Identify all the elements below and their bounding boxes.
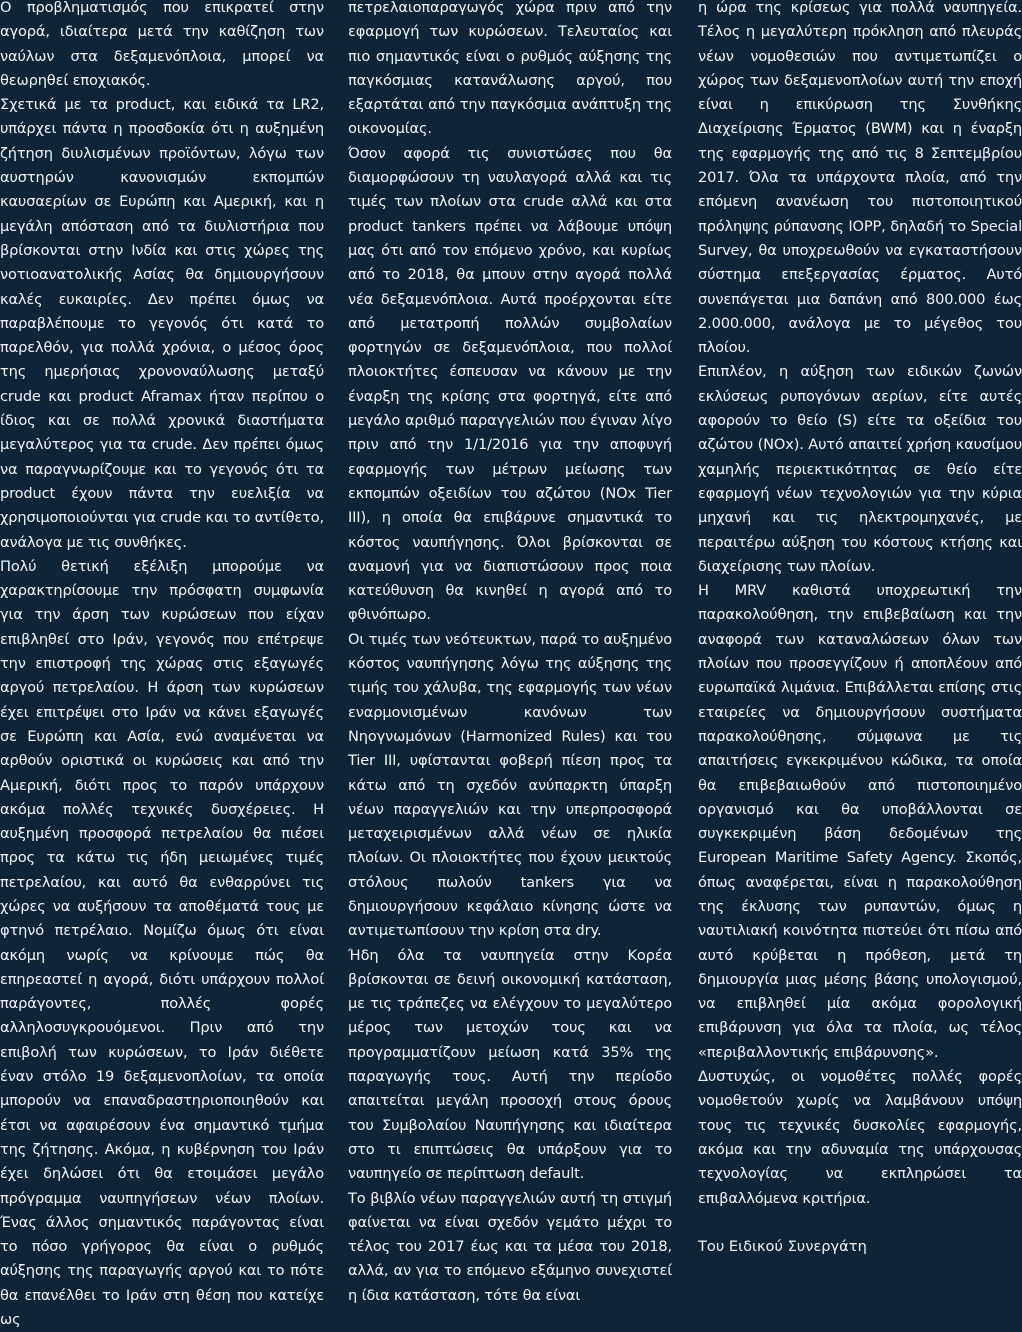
text-column-3 xyxy=(698,0,1022,1291)
paragraph: η ώρα της κρίσεως για πολλά ναυπηγεία. Τέλος η μεγαλύτερη πρόκληση από πλευράς νέων νομοθεσιών που αντιμετωπίζει ο χώρος των δεξαμενοπλοίων αυτή την εποχή είναι η επικύρωση της Συνθήκης Διαχείρισης Έρματος (BWM) και η έναρξη της εφαρμογής της από τις 8 Σεπτεμβρίου 2017. Όλα τα υπάρχοντα πλοία, από την επόμενη ανανέωση του πιστοποιητικού πρόληψης ρύπανσης IOPP, δηλαδή το Special Survey, θα υποχρεωθούν να εγκαταστήσουν σύστημα επεξεργασίας έρματος. Αυτό συνεπάγεται μια δαπάνη από 800.000 έως 2.000.000, ανάλογα με το μέγεθος του πλοίου. xyxy=(698,0,1022,357)
paragraph: Οι τιμές των νεότευκτων, παρά το αυξημένο κόστος ναυπήγησης λόγω της αύξησης της τιμής του χάλυβα, της εφαρμογής των νέων εναρμονισμένων κανόνων των Νηογνωμόνων (Harmonized Rules) και του Tier III, υφίστανται φοβερή πίεση προς τα κάτω από τη σχεδόν ανύπαρκτη ύπαρξη νέων παραγγελιών και την υπερπροσφορά μεταχειρισμένων αλλά νέων σε ηλικία πλοίων. Οι πλοιοκτήτες που έχουν μεικτούς στόλους πωλούν tankers για να δημιουργήσουν κεφάλαιο κίνησης ώστε να αντιμετωπίσουν την κρίση στα dry. xyxy=(348,630,672,940)
paragraph: Σχετικά με τα product, και ειδικά τα LR2, υπάρχει πάντα η προσδοκία ότι η αυξημένη ζήτηση διυλισμένων προϊόντων, λόγω των αυστηρών κανονισμών εκπομπών καυσαερίων σε Ευρώπη και Αμερική, και η μεγάλη απόσταση από τα διυλιστήρια που βρίσκονται στην Ινδία και στις χώρες της νοτιοανατολικής Ασίας θα δημιουργήσουν καλές ευκαιρίες. Δεν πρέπει όμως να παραβλέπουμε το γεγονός ότι κατά το παρελθόν, για πολλά χρόνια, ο μέσος όρος της ημερήσιας χρονοναύλωσης μεταξύ crude και product Aframax ήταν περίπου ο ίδιος και σε πολλά χρονικά διαστήματα μεγαλύτερος για τα crude. Δεν πρέπει όμως να παραγνωρίζουμε και το γεγονός ότι τα product έχουν πάντα την ευελιξία να χρησιμοποιούνται για crude και το αντίθετο, ανάλογα με τις συνθήκες. xyxy=(0,96,324,551)
paragraph: Η MRV καθιστά υποχρεωτική την παρακολούθηση, την επιβεβαίωση και την αναφορά των καταναλώσεων όλων των πλοίων που προσεγγίζουν ή αποπλέουν από ευρωπαϊκά λιμάνια. Επιβάλλεται επίσης στις εταιρείες να δημιουργήσουν συστήματα παρακολούθησης, σύμφωνα με τις απαιτήσεις εγκεκριμένου κώδικα, τα οποία θα επιβεβαιωθούν από πιστοποιημένο οργανισμό και θα υποβάλλονται σε συγκεκριμένη βάση δεδομένων της European Maritime Safety Agency. Σκοπός, όπως αναφέρεται, είναι η παρακολούθηση της έκλυσης των ρυπαντών, όμως η ναυτιλιακή κοινότητα πιστεύει ότι πίσω από αυτό κρύβεται η πρόθεση, μετά τη δημιουργία μιας μέσης βάσης υπολογισμού, να επιβληθεί μία ακόμα φορολογική επιβάρυνση για όλα τα πλοία, ως τέλος «περιβαλλοντικής επιβάρυνσης». xyxy=(698,582,1022,1061)
author-signature: Του Ειδικού Συνεργάτη xyxy=(698,1237,867,1255)
paragraph: πετρελαιοπαραγωγός χώρα πριν από την εφαρμογή των κυρώσεων. Τελευταίος και πιο σημαντικός είναι ο ρυθμός αύξησης της παγκόσμιας κατανάλωσης αργού, που εξαρτάται από την παγκόσμια ανάπτυξη της οικονομίας. xyxy=(348,0,672,138)
paragraph: Επιπλέον, η αύξηση των ειδικών ζωνών εκλύσεως ρυπογόνων αερίων, είτε αυτές αφορούν το θείο (S) είτε τα οξείδια του αζώτου (NOx). Αυτό απαιτεί χρήση καυσίμου χαμηλής περιεκτικότητας σε θείο είτε εφαρμογή νέων τεχνολογιών για την κύρια μηχανή και τις ηλεκτρομηχανές, με περαιτέρω αύξηση του κόστους κτήσης και διαχείρισης των πλοίων. xyxy=(698,363,1022,575)
text-column-2 xyxy=(348,0,672,1304)
paragraph: Πολύ θετική εξέλιξη μπορούμε να χαρακτηρίσουμε την πρόσφατη συμφωνία για την άρση των κυρώσεων που είχαν επιβληθεί στο Ιράν, γεγονός που επέτρεψε την επιστροφή της χώρας στις εξαγωγές αργού πετρελαίου. Η άρση των κυρώσεων έχει επιτρέψει στο Ιράν να κάνει εξαγωγές σε Ευρώπη και Ασία, ενώ αναμένεται να αρθούν οριστικά οι κυρώσεις και από την Αμερική, διότι προς το παρόν υπάρχουν ακόμα πολλές τεχνικές δυσχέρειες. Η αυξημένη προσφορά πετρελαίου θα πιέσει προς τα κάτω τις ήδη μειωμένες τιμές πετρελαίου, και αυτό θα ενθαρρύνει τις χώρες να αυξήσουν τα αποθέματά τους με φτηνό πετρέλαιο. Νομίζω όμως ότι είναι ακόμη νωρίς να κρίνουμε πώς θα επηρεαστεί η αγορά, διότι υπάρχουν πολλοί παράγοντες, πολλές φορές αλληλοσυγκρουόμενοι. Πριν από την επιβολή των κυρώσεων, το Ιράν διέθετε έναν στόλο 19 δεξαμενοπλοίων, τα οποία μπορούν να επαναδραστηριοποιηθούν και έτσι να αφαιρέσουν ένα σημαντικό τμήμα της ζήτησης. Ακόμα, η κυβέρνηση του Ιράν έχει δηλώσει ότι θα ετοιμάσει μεγάλο πρόγραμμα ναυπηγήσεων νέων πλοίων. Ένας άλλος σημαντικός παράγοντας είναι το πόσο γρήγορος θα είναι ο ρυθμός αύξησης της παραγωγής αργού και το πότε θα επανέλθει το Ιράν στη θέση που κατείχε ως xyxy=(0,557,324,1329)
paragraph: Ο προβληματισμός που επικρατεί στην αγορά, ιδιαίτερα μετά την καθίζηση των ναύλων στα δεξαμενόπλοια, μπορεί να θεωρηθεί εποχιακός. xyxy=(0,0,324,89)
paragraph: Ήδη όλα τα ναυπηγεία στην Κορέα βρίσκονται σε δεινή οικονομική κατάσταση, με τις τράπεζες να ελέγχουν το μεγαλύτερο μέρος των μετοχών τους και να προγραμματίζουν μείωση κατά 35% της παραγωγής τους. Αυτή την περίοδο απαιτείται μεγάλη προσοχή στους όρους του Συμβολαίου Ναυπήγησης και ιδιαίτερα στο τι επιπτώσεις θα υπάρξουν για το ναυπηγείο σε περίπτωση default. xyxy=(348,946,672,1183)
paragraph: Δυστυχώς, οι νομοθέτες πολλές φορές νομοθετούν χωρίς να λαμβάνουν υπόψη τους τις τεχνικές δυσκολίες εφαρμογής, ακόμα και την αδυναμία της υπάρχουσας τεχνολογίας να εκπληρώσει τα επιβαλλόμενα κριτήρια. xyxy=(698,1068,1022,1207)
paragraph: Όσον αφορά τις συνιστώσες που θα διαμορφώσουν τη ναυλαγορά αλλά και τις τιμές των πλοίων στα crude αλλά και στα product tankers πρέπει να λάβουμε υπόψη μας ότι από τον επόμενο χρόνο, και κυρίως από το 2018, θα μπουν στην αγορά πολλά νέα δεξαμενόπλοια. Αυτά προέρχονται είτε από μετατροπή πολλών συμβολαίων φορτηγών σε δεξαμενόπλοια, που πολλοί πλοιοκτήτες έσπευσαν να κάνουν με την έναρξη της κρίσης στα φορτηγά, είτε από μεγάλο αριθμό παραγγελιών που έγιναν λίγο πριν από την 1/1/2016 για την αποφυγή εφαρμογής των μέτρων μείωσης των εκπομπών οξειδίων του αζώτου (NOx Tier III), η οποία θα επιβάρυνε σημαντικά το κόστος ναυπήγησης. Όλοι βρίσκονται σε αναμονή για να διαπιστώσουν προς ποια κατεύθυνση θα κινηθεί η αγορά από το φθινόπωρο. xyxy=(348,144,672,624)
text-column-1 xyxy=(0,0,324,1329)
paragraph: Το βιβλίο νέων παραγγελιών αυτή τη στιγμή φαίνεται να είναι σχεδόν γεμάτο μέχρι το τέλος του 2017 έως και τα μέσα του 2018, αλλά, αν για το επόμενο εξάμηνο συνεχιστεί η ίδια κατάσταση, τότε θα είναι xyxy=(348,1189,672,1304)
